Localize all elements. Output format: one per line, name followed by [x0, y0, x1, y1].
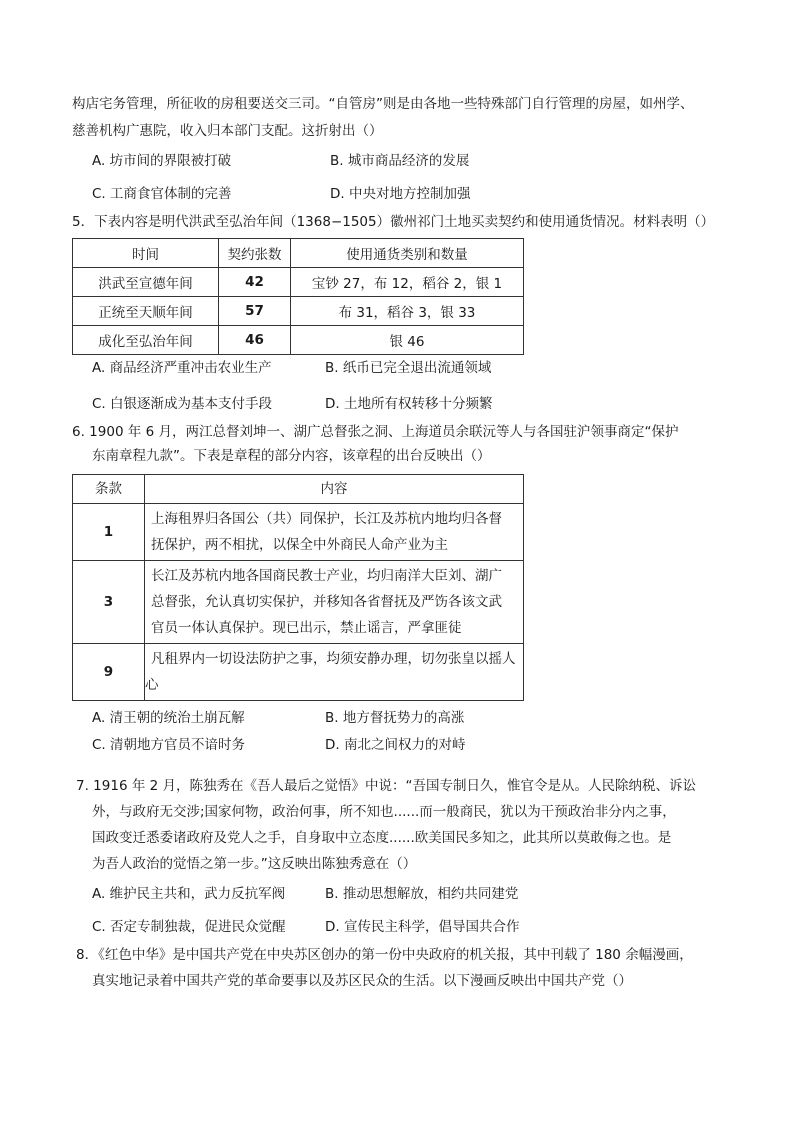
clause-line: 长江及苏杭内地各国商民教士产业，均归南洋大臣刘、湖广: [151, 568, 502, 584]
table-cell: [145, 561, 524, 644]
q6-option-a: A. 清王朝的统治土崩瓦解: [92, 710, 245, 726]
clause-line: 心: [145, 677, 159, 693]
q6-stem-line-2: 东南章程九款”。下表是章程的部分内容，该章程的出台反映出（）: [92, 448, 491, 464]
table-row: [73, 326, 524, 355]
q7-stem-line-3: 国政变迁悉委诸政府及党人之手，自身取中立态度......欧美国民多知之，此其所以莫敢侮之也。是: [92, 830, 672, 846]
table-header-cell: 条款: [73, 475, 145, 504]
table-cell: 46: [219, 326, 291, 355]
q8-stem-line-2: 真实地记录着中国共产党的革命要事以及苏区民众的生活。以下漫画反映出中国共产党（）: [92, 973, 632, 989]
clause-line: 上海租界归各国公（共）同保护，长江及苏杭内地均归各督: [151, 511, 502, 527]
q4-option-a: A. 坊市间的界限被打破: [92, 153, 232, 169]
table-header-cell: 内容: [145, 475, 524, 504]
q7-option-c: C. 否定专制独裁，促进民众觉醒: [92, 919, 286, 935]
q5-option-b: B. 纸币已完全退出流通领域: [325, 360, 492, 376]
q7-option-a: A. 维护民主共和，武力反抗军阀: [92, 886, 286, 902]
table-cell: 布 31，稻谷 3，银 33: [291, 297, 524, 326]
table-header-cell: 使用通货类别和数量: [291, 239, 524, 268]
table-cell: 洪武至宣德年间: [73, 268, 219, 297]
table-row: [73, 504, 524, 561]
table-cell: 57: [219, 297, 291, 326]
table-header-cell: 契约张数: [219, 239, 291, 268]
table-header-cell: 时间: [73, 239, 219, 268]
q7-stem-line-1: 7. 1916 年 2 月，陈独秀在《吾人最后之觉悟》中说：“吾国专制日久，惟官令是从。人民除纳税、诉讼: [76, 778, 696, 794]
q6-table: [72, 474, 524, 701]
q7-stem-line-4: 为吾人政治的觉悟之第一步。”这反映出陈独秀意在（）: [92, 856, 417, 872]
table-cell: 成化至弘治年间: [73, 326, 219, 355]
q5-option-c: C. 白银逐渐成为基本支付手段: [92, 396, 273, 412]
table-cell: 正统至天顺年间: [73, 297, 219, 326]
q5-option-d: D. 土地所有权转移十分频繁: [325, 396, 493, 412]
table-row: [73, 297, 524, 326]
table-cell: [145, 504, 524, 561]
q8-stem-line-1: 8．《红色中华》是中国共产党在中央苏区创办的第一份中央政府的机关报，其中刊载了 180 余幅漫画，: [76, 947, 693, 963]
table-row: [73, 644, 524, 701]
q4-stem-line-1: 构店宅务管理，所征收的房租要送交三司。“自管房”则是由各地一些特殊部门自行管理的房屋，如州学、: [72, 96, 694, 112]
table-cell: 42: [219, 268, 291, 297]
q6-stem-line-1: 6. 1900 年 6 月，两江总督刘坤一、湖广总督张之洞、上海道员余联沅等人与各国驻沪领事商定“保护: [72, 424, 679, 440]
q4-stem-line-2: 慈善机构广惠院，收入归本部门支配。这折射出（）: [72, 123, 383, 139]
q4-option-c: C. 工商食官体制的完善: [92, 186, 232, 202]
q6-option-b: B. 地方督抚势力的高涨: [325, 710, 465, 726]
table-cell: 3: [73, 561, 145, 644]
table-cell: 9: [73, 644, 145, 701]
q6-option-c: C. 清朝地方官员不谙时务: [92, 737, 246, 753]
table-cell: 银 46: [291, 326, 524, 355]
q4-option-b: B. 城市商品经济的发展: [330, 153, 470, 169]
q5-stem: 5．下表内容是明代洪武至弘治年间（1368−1505）徽州祁门土地买卖契约和使用通货情况。材料表明（）: [72, 214, 715, 230]
table-row: [73, 561, 524, 644]
table-header-row: [73, 239, 524, 268]
clause-line: 总督张，允认真切实保护，并移知各省督抚及严饬各该文武: [151, 594, 502, 610]
table-cell: 1: [73, 504, 145, 561]
q4-option-d: D. 中央对地方控制加强: [330, 186, 471, 202]
clause-line: 凡租界内一切设法防护之事，均须安静办理，切勿张皇以摇人: [151, 651, 516, 667]
q6-option-d: D. 南北之间权力的对峙: [325, 737, 466, 753]
table-row: [73, 268, 524, 297]
clause-line: 官员一体认真保护。现已出示，禁止谣言，严拿匪徒: [151, 620, 462, 636]
q5-table: [72, 238, 524, 355]
clause-line: 抚保护，两不相扰，以保全中外商民人命产业为主: [151, 537, 448, 553]
table-cell: [145, 644, 524, 701]
q5-option-a: A. 商品经济严重冲击农业生产: [92, 360, 272, 376]
q7-option-d: D. 宣传民主科学，倡导国共合作: [325, 919, 520, 935]
q7-stem-line-2: 外，与政府无交涉;国家何物，政治何事，所不知也......而一般商民，犹以为干预政治非分内之事，: [92, 804, 676, 820]
q7-option-b: B. 推动思想解放，相约共同建党: [325, 886, 519, 902]
table-cell: 宝钞 27，布 12，稻谷 2，银 1: [291, 268, 524, 297]
table-header-row: [73, 475, 524, 504]
